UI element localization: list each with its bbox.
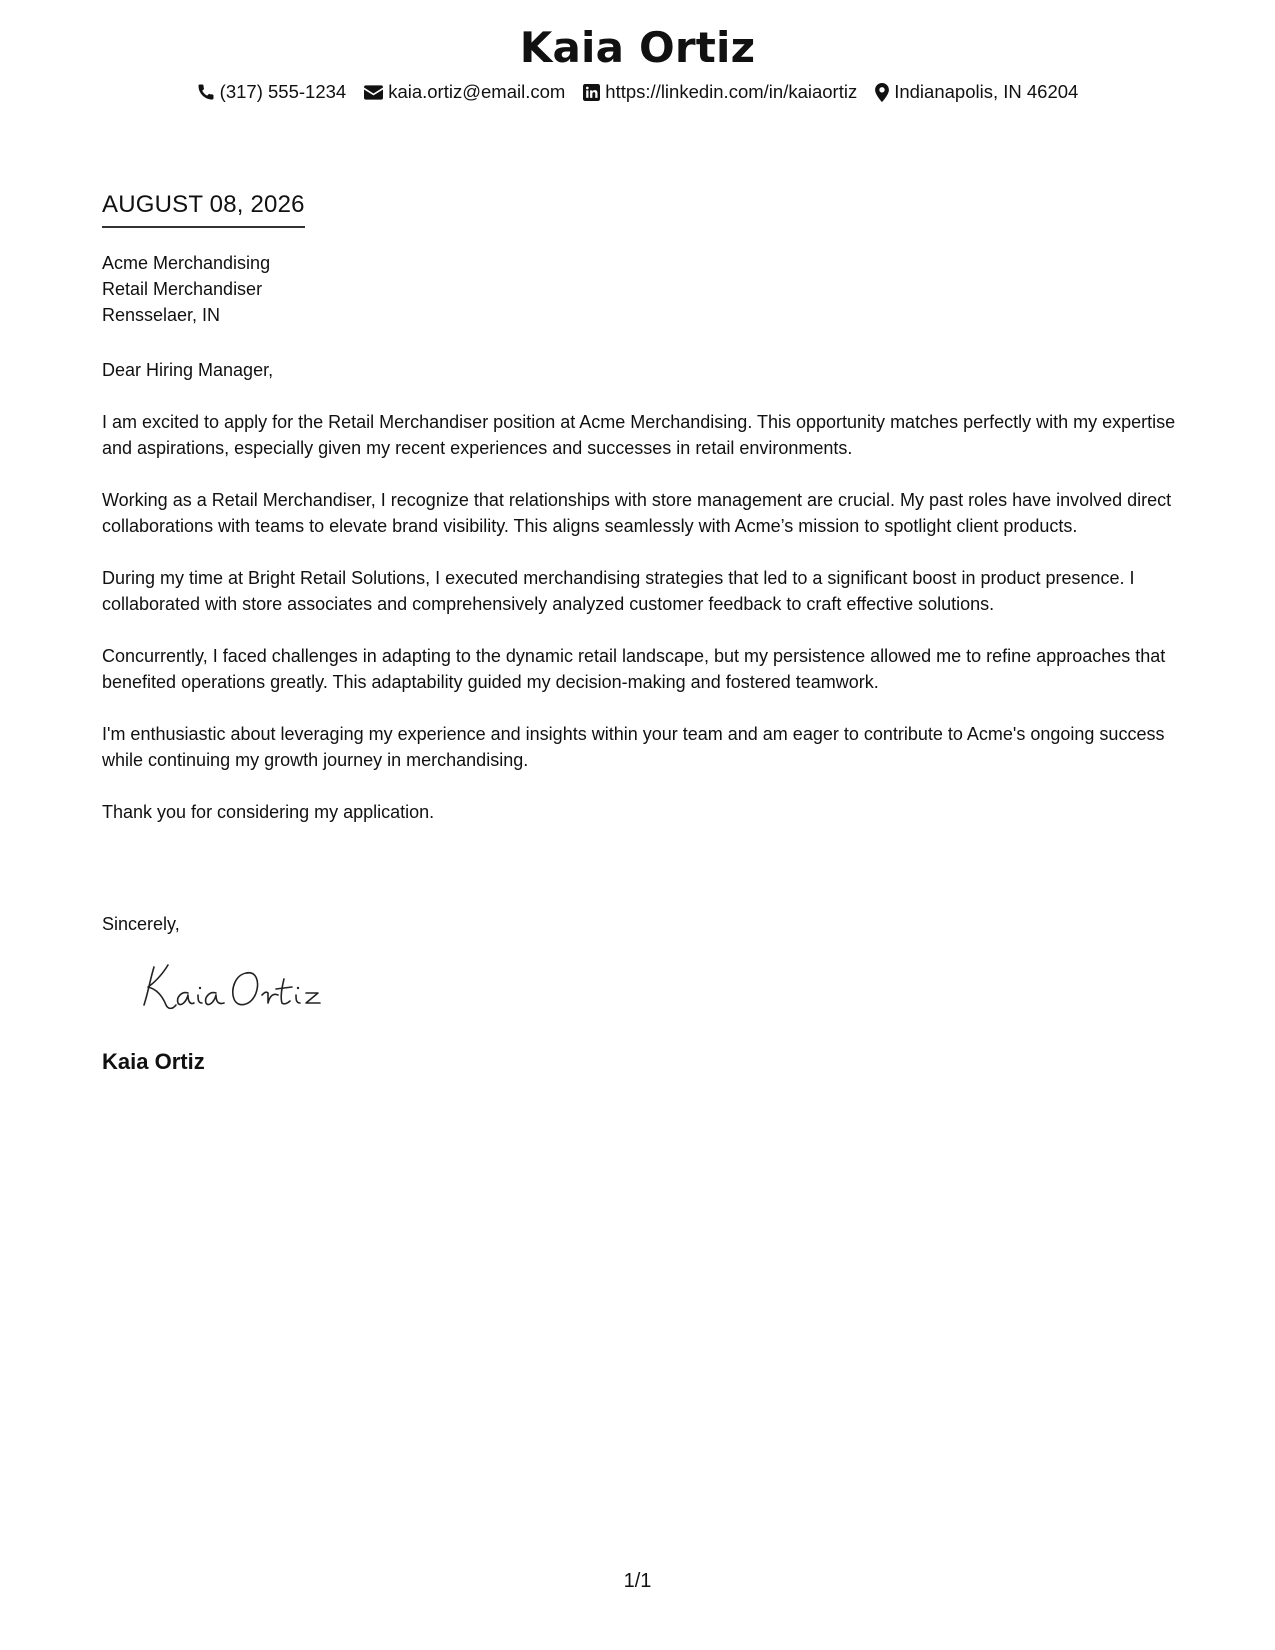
recipient-company: Acme Merchandising [102,253,271,273]
closing-line: Sincerely, [102,914,180,934]
contact-info-row [0,80,1275,104]
phone-icon [197,83,215,101]
body-paragraph: During my time at Bright Retail Solutions, I executed merchandising strategies that led to a significant boost in product presence. I collaborated with store associates and comprehensively analyzed customer feedback to craft effective solutions. [102,568,1135,614]
email-link[interactable]: kaia.ortiz@email.com [388,81,566,102]
location-text: Indianapolis, IN 46204 [894,81,1079,102]
contact-phone [197,80,347,104]
linkedin-link[interactable]: https://linkedin.com/in/kaiaortiz [605,81,858,102]
contact-location [875,80,1078,104]
recipient-position: Retail Merchandiser [102,279,263,299]
linkedin-icon [583,84,600,101]
applicant-name-heading: Kaia Ortiz [519,23,756,72]
body-paragraph: I am excited to apply for the Retail Merchandiser position at Acme Merchandising. This opportunity matches perfectly with my expertise and aspirations, especially given my recent experiences and successes in retail environments. [102,412,1176,458]
body-paragraph: Working as a Retail Merchandiser, I recognize that relationships with store management are crucial. My past roles have involved direct collaborations with teams to elevate brand visibility. This aligns seamlessly with Acme’s mission to spotlight client products. [102,490,1172,536]
page-number: 1/1 [623,1570,652,1592]
contact-linkedin [583,80,857,104]
envelope-icon [364,85,383,100]
signer-name: Kaia Ortiz [102,1049,205,1074]
phone-text: (317) 555-1234 [219,81,347,102]
letter-body [102,357,1182,851]
recipient-block [102,250,270,328]
salutation: Dear Hiring Manager, [102,360,274,380]
handwritten-signature [140,955,330,1015]
letter-date: AUGUST 08, 2026 [102,190,305,228]
recipient-location: Rensselaer, IN [102,305,221,325]
body-paragraph: I'm enthusiastic about leveraging my experience and insights within your team and am eager to contribute to Acme's ongoing success while continuing my growth journey in merchandising. [102,724,1165,770]
body-paragraph: Thank you for considering my application. [102,802,435,822]
contact-email [364,80,565,104]
map-pin-icon [875,83,889,102]
body-paragraph: Concurrently, I faced challenges in adapting to the dynamic retail landscape, but my persistence allowed me to refine approaches that benefited operations greatly. This adaptability guided my decision-making and fostered teamwork. [102,646,1166,692]
